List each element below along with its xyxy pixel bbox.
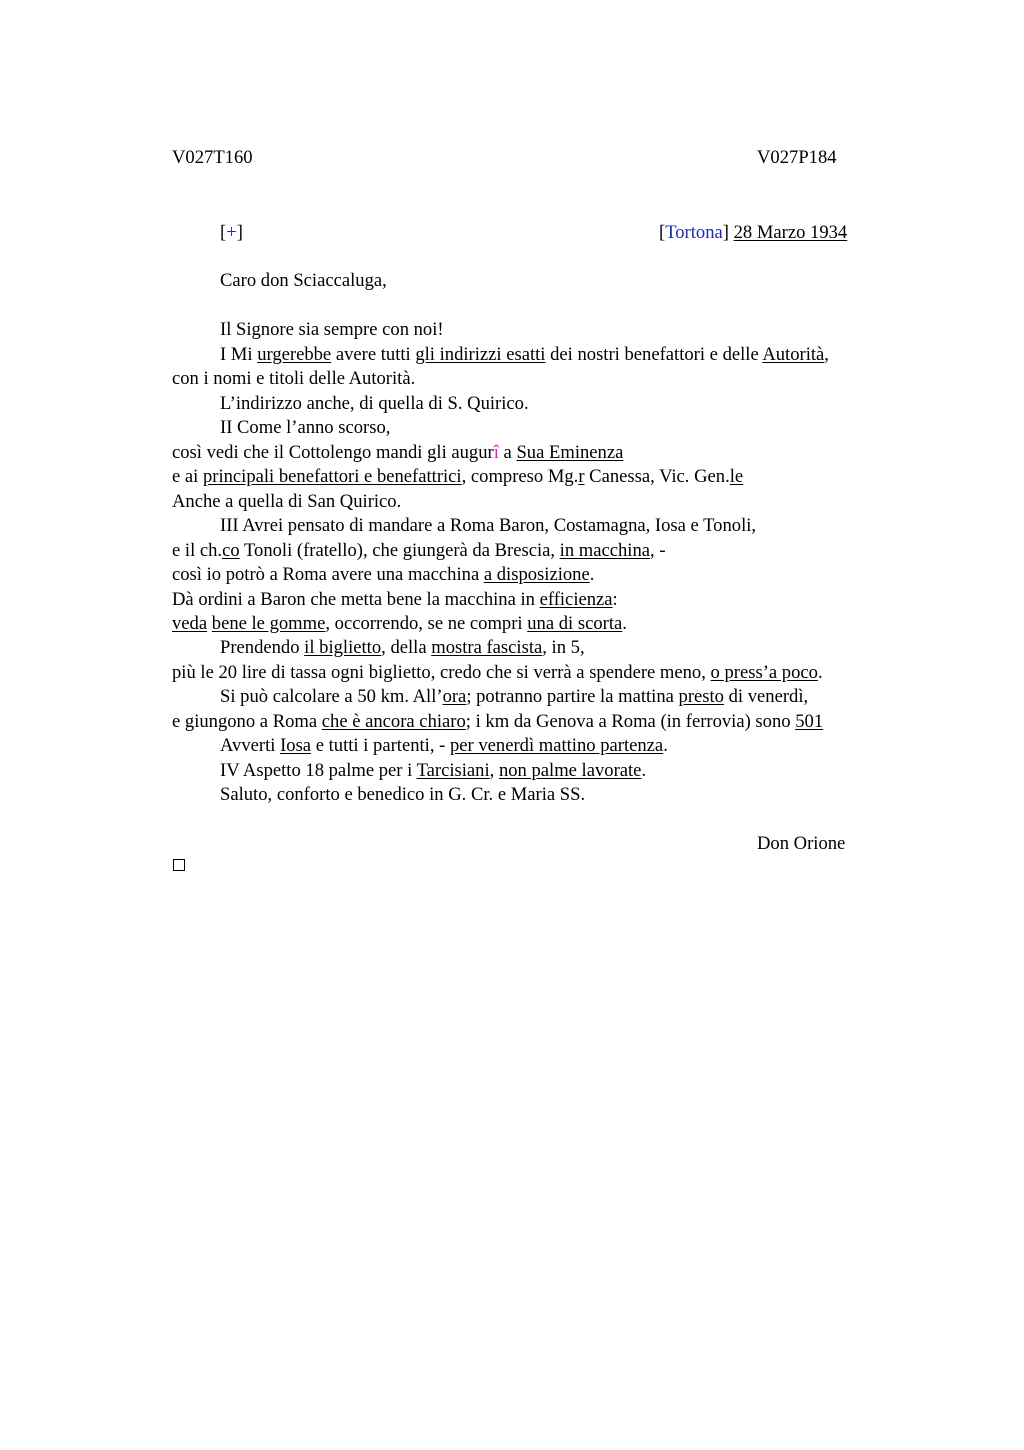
body-line-20: Saluto, conforto e benedico in G. Cr. e Maria SS. bbox=[220, 784, 586, 805]
body-line-03: con i nomi e titoli delle Autorità. bbox=[172, 368, 416, 389]
body-line-10: e il ch.co Tonoli (fratello), che giungerà da Brescia, in macchina, - bbox=[172, 540, 666, 561]
header-left-code: V027T160 bbox=[172, 147, 253, 168]
body-line-14: Prendendo il biglietto, della mostra fascista, in 5, bbox=[220, 637, 585, 658]
body-line-18: Avverti Iosa e tutti i partenti, - per venerdì mattino partenza. bbox=[220, 735, 668, 756]
header-right-code: V027P184 bbox=[757, 147, 837, 168]
end-square-icon bbox=[173, 859, 185, 871]
body-line-12: Dà ordini a Baron che metta bene la macchina in efficienza: bbox=[172, 589, 618, 610]
body-line-07: e ai principali benefattori e benefattrici, compreso Mg.r Canessa, Vic. Gen.le bbox=[172, 466, 744, 487]
body-line-16: Si può calcolare a 50 km. All’ora; potranno partire la mattina presto di venerdì, bbox=[220, 686, 809, 707]
salutation: Caro don Sciaccaluga, bbox=[220, 270, 387, 291]
body-line-01: Il Signore sia sempre con noi! bbox=[220, 319, 444, 340]
body-line-09: III Avrei pensato di mandare a Roma Baron, Costamagna, Iosa e Tonoli, bbox=[220, 515, 757, 536]
body-line-19: IV Aspetto 18 palme per i Tarcisiani, non palme lavorate. bbox=[220, 760, 647, 781]
body-line-17: e giungono a Roma che è ancora chiaro; i km da Genova a Roma (in ferrovia) sono 501 bbox=[172, 711, 824, 732]
signature: Don Orione bbox=[757, 833, 846, 854]
dateline-place: Tortona bbox=[665, 222, 723, 243]
body-line-15: più le 20 lire di tassa ogni biglietto, credo che si verrà a spendere meno, o press’a poco. bbox=[172, 662, 823, 683]
cross-mark: [+] bbox=[220, 222, 243, 243]
body-line-06: così vedi che il Cottolengo mandi gli augurî a Sua Eminenza bbox=[172, 442, 624, 463]
body-line-05: II Come l’anno scorso, bbox=[220, 417, 391, 438]
body-line-04: L’indirizzo anche, di quella di S. Quirico. bbox=[220, 393, 529, 414]
body-line-02: I Mi urgerebbe avere tutti gli indirizzi esatti dei nostri benefattori e delle Autorità, bbox=[220, 344, 829, 365]
dateline: [Tortona] 28 Marzo 1934 bbox=[659, 222, 848, 243]
dateline-date: 28 Marzo 1934 bbox=[733, 222, 848, 243]
body-line-13: veda bene le gomme, occorrendo, se ne compri una di scorta. bbox=[172, 613, 627, 634]
body-line-11: così io potrò a Roma avere una macchina a disposizione. bbox=[172, 564, 595, 585]
body-line-08: Anche a quella di San Quirico. bbox=[172, 491, 402, 512]
cross-symbol: + bbox=[226, 222, 237, 243]
